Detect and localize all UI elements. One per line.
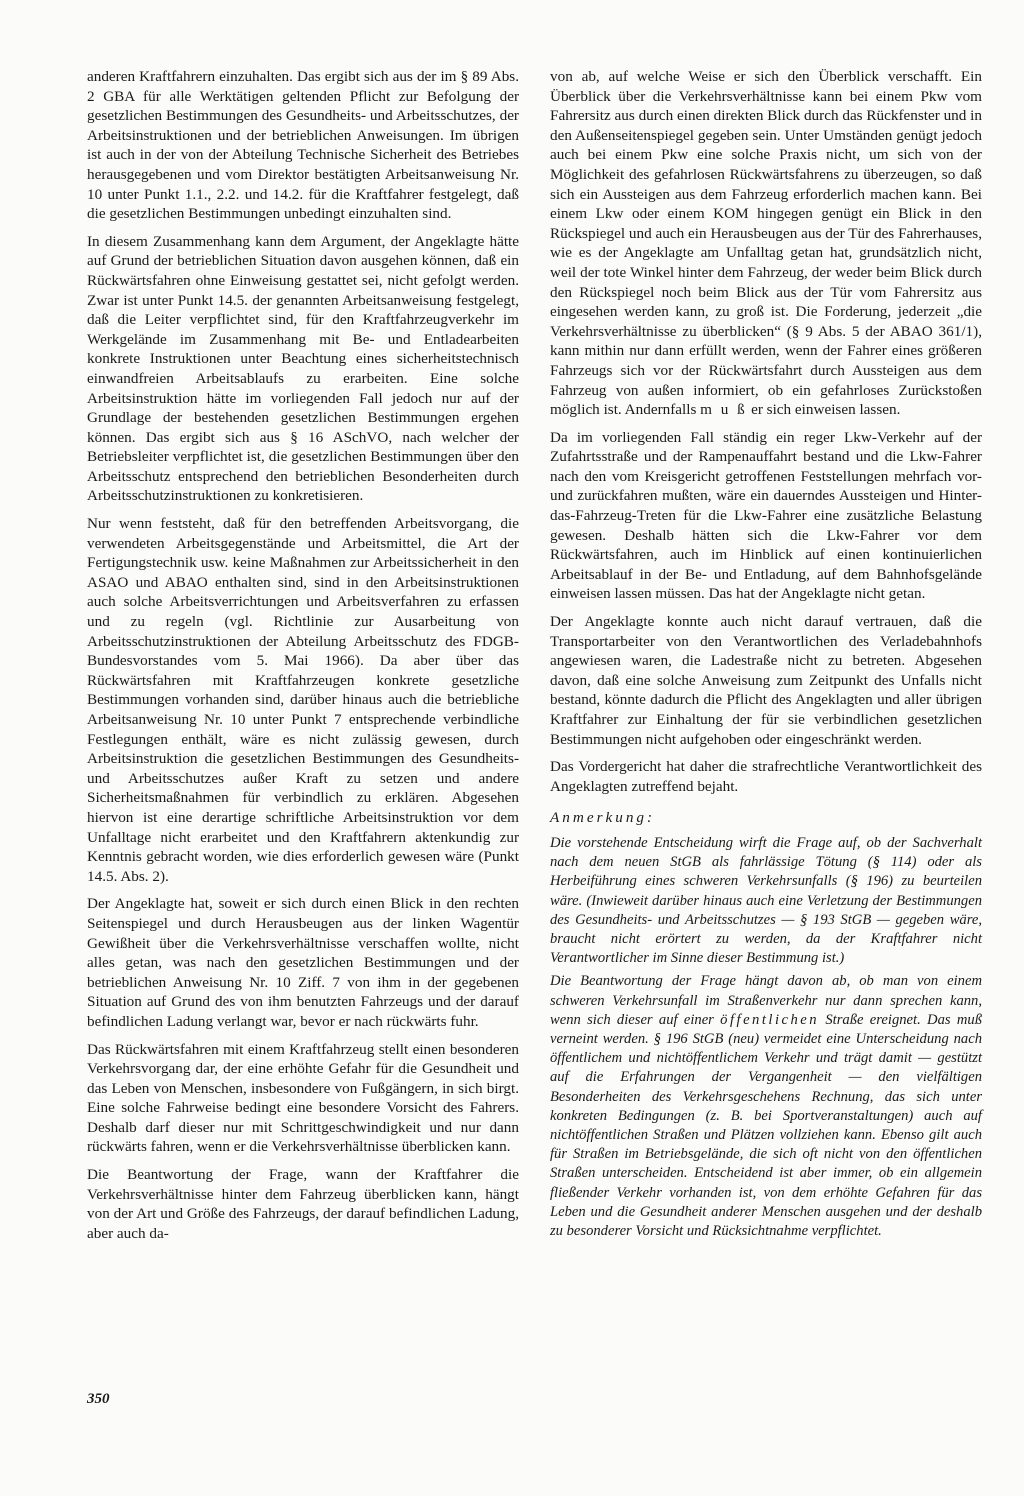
annotation-heading: Anmerkung: (550, 809, 656, 827)
paragraph: Das Vordergericht hat daher die strafrechtliche Verantwortlichkeit des Angeklagten zutreffend bejaht. (550, 758, 982, 795)
emphasis-text: öffentlichen (720, 1011, 820, 1028)
paragraph (550, 67, 982, 420)
paragraph: In diesem Zusammenhang kann dem Argument, der Angeklagte hätte auf Grund der betrieblichen Situation davon ausgehen können, daß ein Rückwärtsfahren ohne Einweisung gestattet sei, nicht gefolgt werden. Zwar ist unter Punkt 14.5. der genannten Arbeitsanweisung festgelegt, daß die Leiter verpflichtet sind, für den Kraftfahrzeugverkehr im Werkgelände im Zusammenhang mit Be- und Entladearbeiten konkrete Instruktionen unter Beachtung eines sicherheitstechnisch einwandfreien Arbeitsablaufs zu erarbeiten. Eine solche Arbeitsinstruktion hätte im vorliegenden Fall jedoch nur auf der Grundlage der bestehenden gesetzlichen Bestimmungen ergehen können. Das ergibt sich aus § 16 ASchVO, nach welcher der Betriebsleiter verpflichtet ist, die gesetzlichen Bestimmungen über den Arbeitsschutz entsprechend den betrieblichen Besonderheiten durch Arbeitsschutzinstruktionen zu konkretisieren. (87, 232, 519, 505)
paragraph: Der Angeklagte konnte auch nicht darauf vertrauen, daß die Transportarbeiter von den Verantwortlichen des Verladebahnhofs angewiesen waren, die Ladestraße nicht zu betreten. Abgesehen davon, daß eine solche Anweisung zum Zeitpunkt des Unfalls nicht bestand, könnte dadurch die Pflicht des Angeklagten und aller übrigen Kraftfahrer zur Einhaltung der für sie verbindlichen gesetzlichen Bestimmungen nicht aufgehoben oder eingeschränkt werden. (550, 613, 982, 748)
paragraph-text: er sich einweisen lassen. (747, 401, 901, 419)
paragraph: Die Beantwortung der Frage, wann der Kraftfahrer die Verkehrsverhältnisse hinter dem Fahrzeug überblicken kann, hängt von der Art und Größe des Fahrzeugs, der darauf befindlichen Ladung, aber auch da- (87, 1166, 519, 1242)
paragraph: Nur wenn feststeht, daß für den betreffenden Arbeitsvorgang, die verwendeten Arbeitsgegenstände und Arbeitsmittel, die Art der Fertigungstechnik usw. keine Maßnahmen zur Arbeitssicherheit in den ASAO und ABAO enthalten sind, sind in den Arbeitsinstruktionen auch solche Arbeitsverrichtungen und Arbeitsverfahren zu erfassen und zu regeln (vgl. Richtlinie zur Ausarbeitung von Arbeitsschutzinstruktionen der Abteilung Arbeitsschutz des FDGB-Bundesvorstandes vom 5. Mai 1966). Da aber über das Rückwärtsfahren mit Kraftfahrzeugen konkrete gesetzliche Bestimmungen vorhanden sind, darüber hinaus auch die betriebliche Arbeitsanweisung Nr. 10 unter Punkt 7 entsprechende verbindliche Festlegungen enthält, wäre es nicht zulässig gewesen, durch Arbeitsinstruktion die gesetzlichen Bestimmungen des Gesundheits- und Arbeitsschutzes außer Kraft zu setzen und andere Sicherheitsmaßnahmen für verbindlich zu erklären. Abgesehen hiervon ist eine derartige schriftliche Arbeitsinstruktion vor dem Unfalltage nicht erarbeitet und den Kraftfahrern aktenkundig zur Kenntnis gebracht worden, wie dies erforderlich gewesen wäre (Punkt 14.5. Abs. 2). (87, 515, 519, 885)
emphasis-text: m u ß (700, 401, 748, 419)
annotation-paragraph: Die vorstehende Entscheidung wirft die Frage auf, ob der Sachverhalt nach dem neuen StGB als fahrlässige Tötung (§ 114) oder als Herbeiführung eines schweren Verkehrsunfalls (§ 196) zu beurteilen wäre. (Inwieweit darüber hinaus auch eine Verletzung der Bestimmungen des Gesundheits- und Arbeitsschutzes — § 193 StGB — gegeben wäre, braucht nicht erörtert zu werden, da der Kraftfahrer nicht Verantwortlicher im Sinne dieser Bestimmung ist.) (550, 834, 982, 967)
right-column (550, 67, 982, 1245)
annotation-text: Die Beantwortung der Frage hängt davon ab, ob man von einem schweren Verkehrsunfall im Straßenverkehr nur dann sprechen kann, wenn sich dieser auf einer (550, 973, 982, 1028)
paragraph: Da im vorliegenden Fall ständig ein reger Lkw-Verkehr auf der Zufahrtsstraße und der Rampenauffahrt bestand und die Lkw-Fahrer nach den vom Kreisgericht getroffenen Feststellungen mehrfach vor- und zurückfahren mußten, wäre ein dauerndes Aussteigen und Hinter-das-Fahrzeug-Treten für die Lkw-Fahrer eine zusätzliche Belastung gewesen. Deshalb hätten sich die Lkw-Fahrer vor dem Rückwärtsfahren, auch im Hinblick auf einen kontinuierlichen Arbeitsablauf in der Be- und Entladung, auf dem Bahnhofsgelände einweisen lassen müssen. Das hat der Angeklagte nicht getan. (550, 428, 982, 603)
paragraph: Das Rückwärtsfahren mit einem Kraftfahrzeug stellt einen besonderen Verkehrsvorgang dar, der eine erhöhte Gefahr für die Gesundheit und das Leben von Menschen, insbesondere von Fußgängern, in sich birgt. Eine solche Fahrweise bedingt eine besondere Vorsicht des Fahrers. Deshalb darf dieser nur mit Schrittgeschwindigkeit und nur dann rückwärts fahren, wenn er die Verkehrsverhältnisse überblicken kann. (87, 1040, 519, 1156)
annotation-text: Straße ereignet. Das muß verneint werden. § 196 StGB (neu) vermeidet eine Unterscheidung nach öffentlichem und nichtöffentlichem Verkehr und trägt damit — gestützt auf die Erfahrungen der Vergangenheit — den vielfältigen Besonderheiten des Verkehrsgeschehens Rechnung, das sich unter konkreten Bedingungen (z. B. bei Sportveranstaltungen) auch auf nichtöffentlichen Straßen und Plätzen vollziehen kann. Ebenso gilt auch für Straßen im Betriebsgelände, die sich oft nicht von den öffentlichen Straßen unterscheiden. Entscheidend ist aber immer, ob ein allgemein fließender Verkehr vorhanden ist, von dem erhöhte Gefahren für das Leben und die Gesundheit anderer Menschen ausgehen und der deshalb zu besonderer Vorsicht und Rücksichtnahme verpflichtet. (550, 1011, 982, 1240)
paragraph: Der Angeklagte hat, soweit er sich durch einen Blick in den rechten Seitenspiegel und durch Herausbeugen aus der linken Wagentür Gewißheit über die Verkehrsverhältnisse verschaffen wollte, nicht alles getan, was nach den gesetzlichen Bestimmungen und der betrieblichen Anweisung Nr. 10 Ziff. 7 von ihm in der gegebenen Situation auf Grund des von ihm benutzten Fahrzeugs und der darauf befindlichen Ladung verlangt war, bevor er nach rückwärts fuhr. (87, 895, 519, 1030)
page-number: 350 (87, 1391, 110, 1407)
paragraph-text: von ab, auf welche Weise er sich den Überblick verschafft. Ein Überblick über die Verkehrsverhältnisse kann bei einem Pkw vom Fahrersitz aus durch einen direkten Blick durch das Rückfenster und in den Außenseitenspiegel gegeben sein. Unter Umständen genügt jedoch auch bei einem Pkw eine solche Praxis nicht, um sich von der Möglichkeit des gefahrlosen Rückwärtsfahrens zu überzeugen, so daß sich ein Aussteigen aus dem Fahrzeug erforderlich machen kann. Bei einem Lkw oder einem KOM hingegen genügt ein Blick in den Rückspiegel und auch ein Herausbeugen aus der Tür des Fahrerhauses, wie es der Angeklagte am Unfalltag getan hat, grundsätzlich nicht, weil der tote Winkel hinter dem Fahrzeug, der weder beim Blick durch den Rückspiegel noch beim Blick aus der Tür vom Fahrersitz aus eingesehen werden kann, zu groß ist. Die Forderung, jederzeit „die Verkehrsverhältnisse zu überblicken“ (§ 9 Abs. 5 der ABAO 361/1), kann mithin nur dann erfüllt werden, wenn der Fahrer eines größeren Fahrzeugs sich vor der Rückwärtsfahrt durch Aussteigen aus dem Fahrzeug von außen informiert, ob ein gefahrloses Zurückstoßen möglich ist. Andernfalls (550, 68, 982, 419)
left-column (87, 67, 519, 1251)
paragraph: anderen Kraftfahrern einzuhalten. Das ergibt sich aus der im § 89 Abs. 2 GBA für alle Werktätigen geltenden Pflicht zur Befolgung der gesetzlichen Bestimmungen des Gesundheits- und Arbeitsschutzes, der Arbeitsinstruktionen und der betrieblichen Anweisungen. Im übrigen ist auch in der von der Abteilung Technische Sicherheit des Betriebes herausgegebenen und vom Direktor bestätigten Arbeitsanweisung Nr. 10 unter Punkt 1.1., 2.2. und 14.2. für die Kraftfahrer festgelegt, daß die gesetzlichen Bestimmungen unbedingt einzuhalten sind. (87, 68, 519, 223)
annotation-paragraph (550, 972, 982, 1241)
